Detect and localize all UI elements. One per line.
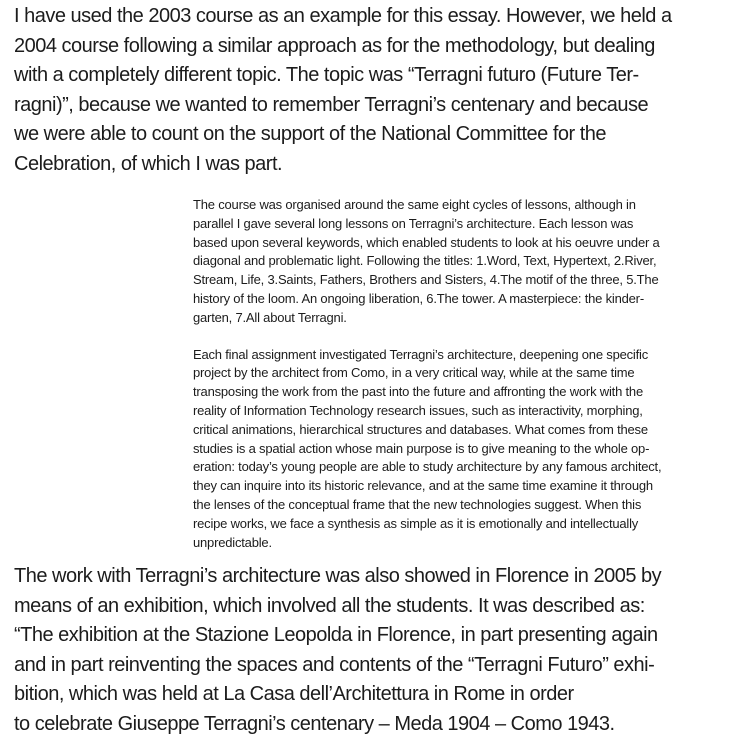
indented-quote-paragraph-2: Each final assignment investigated Terragni’s architecture, deepening one specific project by the architect from Como, in a very critical way, while at the same time transposing the work from the past into the future and affronting the work with the reality of Information Technology research issues, such as interactivity, morphing, critical animations, hierarchical structures and databases. What comes from these studies is a spatial action whose main purpose is to give meaning to the whole op- eration: today’s young people are able to study architecture by any famous architect, they can inquire into its historic relevance, and at the same time examine it through the lenses of the conceptual frame that the new technologies suggest. When this recipe works, we face a synthesis as simple as it is emotionally and intellectually unpredictable.	[193, 346, 662, 550]
body-paragraph-1: I have used the 2003 course as an example for this essay. However, we held a 2004 course following a similar approach as for the methodology, but dealing with a completely different topic. The topic was “Terragni futuro (Future Ter- ragni)”, because we wanted to remember Terragni’s centenary and because we were able to count on the support of the National Committee for the Celebration, of which I was part.	[14, 5, 672, 175]
indented-quote-paragraph-1: The course was organised around the same eight cycles of lessons, although in parallel I gave several long lessons on Terragni’s architecture. Each lesson was based upon several keywords, which enabled students to look at his oeuvre under a diagonal and problematic light. Following the titles: 1.Word, Text, Hypertext, 2.River, Stream, Life, 3.Saints, Fathers, Brothers and Sisters, 4.The motif of the three, 5.The history of the loom. An ongoing liberation, 6.The tower. A masterpiece: the kinder- garten, 7.All about Terragni.	[193, 197, 660, 325]
body-paragraph-2: The work with Terragni’s architecture was also showed in Florence in 2005 by means of an exhibition, which involved all the students. It was described as: “The exhibition at the Stazione Leopolda in Florence, in part presenting again and in part reinventing the spaces and contents of the “Terragni Futuro” exhi- bition, which was held at La Casa dell’Architettura in Rome in order to celebrate Giuseppe Terragni’s centenary – Meda 1904 – Como 1943.	[14, 565, 662, 735]
